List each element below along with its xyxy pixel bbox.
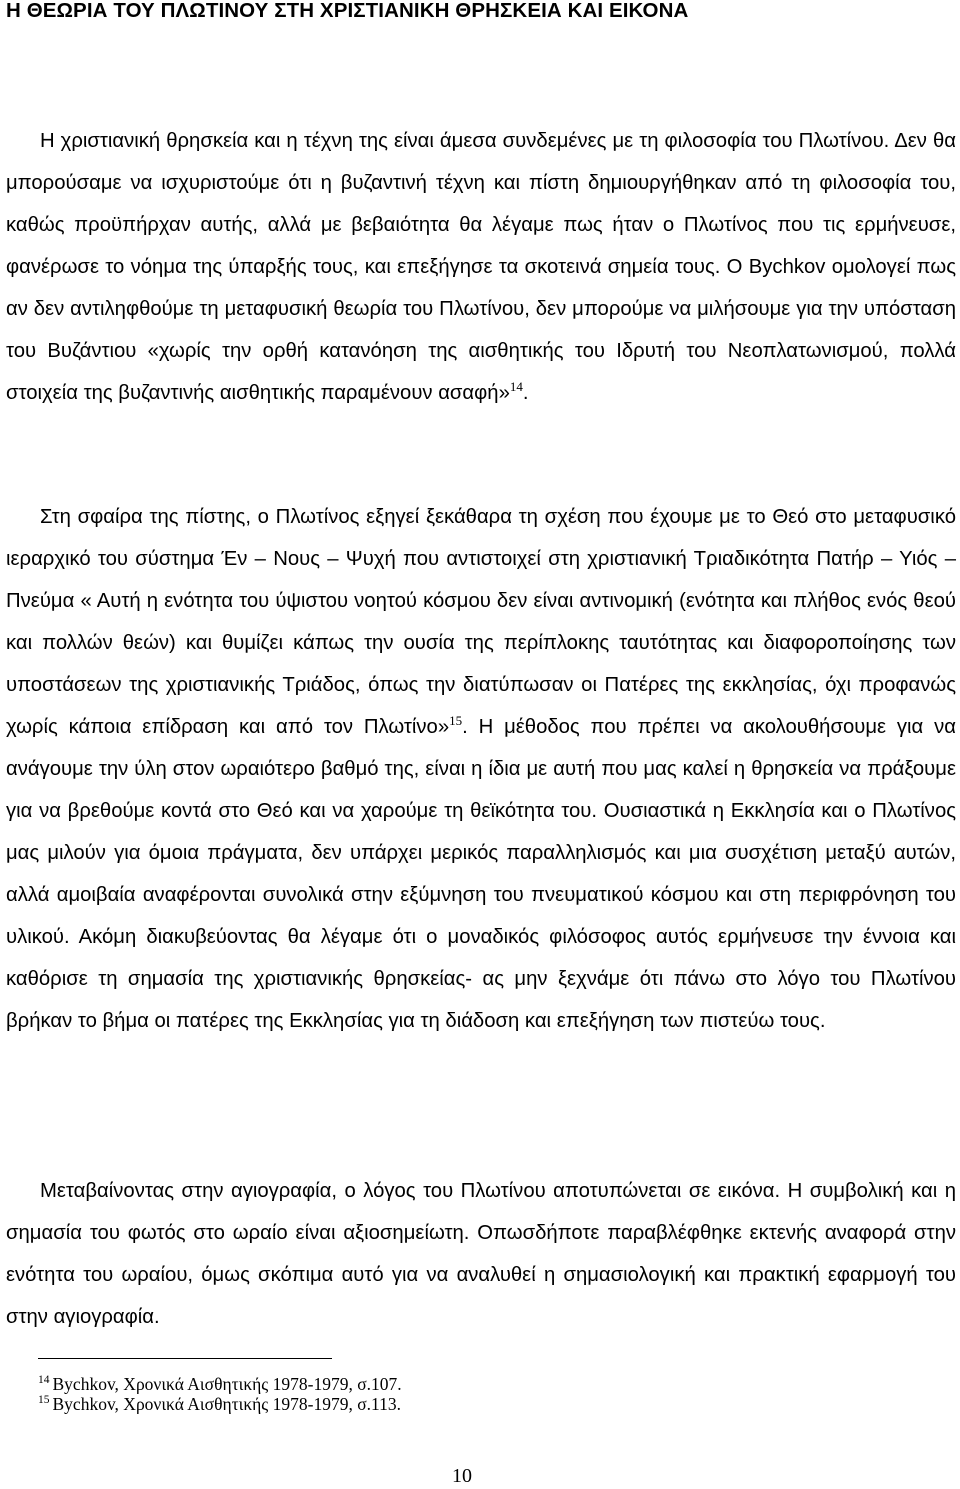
paragraph-1-tail: . [522, 382, 529, 404]
footnote-ref-15[interactable]: 15 [449, 713, 463, 728]
paragraph-1-text: Η χριστιανική θρησκεία και η τέχνη της είναι άμεσα συνδεμένες με τη φιλοσοφία του Πλωτίνου. Δεν θα μπορούσαμε να ισχυριστούμε ότι η βυζαντινή τέχνη και πίστη δημιουργήθηκαν από τη φιλοσοφία του, καθώς προϋπήρχαν αυτής, αλλά με βεβαιότητα θα λέγαμε πως ήταν ο Πλωτίνος που τις ερμήνευσε, φανέρωσε το νόημα της ύπαρξής τους, και επεξήγησε τα σκοτεινά σημεία τους. Ο Bychkov ομολογεί πως αν δεν αντιληφθούμε τη μεταφυσική θεωρία του Πλωτίνου, δεν μπορούμε να μιλήσουμε για την υπόσταση του Βυζάντιου «χωρίς την ορθή κατανόηση της αισθητικής του Ιδρυτή του Νεοπλατωνισμού, πολλά στοιχεία της βυζαντινής αισθητικής παραμένουν ασαφή» [6, 130, 956, 404]
paragraph-2-text-a: Στη σφαίρα της πίστης, ο Πλωτίνος εξηγεί ξεκάθαρα τη σχέση που έχουμε με το Θεό στο μεταφυσικό ιεραρχικό του σύστημα Έν – Νους – Ψυχή που αντιστοιχεί στη χριστιανική Τριαδικότητα Πατήρ – Υιός – Πνεύμα « Αυτή η ενότητα του ύψιστου νοητού κόσμου δεν είναι αντινομική (ενότητα και πλήθος ενός θεού και πολλών θεών) και θυμίζει κάπως την ουσία της περίπλοκης ταυτότητας και διαφοροποίησης των υποστάσεων της χριστιανικής Τριάδος, όπως την διατύπωσαν οι Πατέρες της εκκλησίας, όχι προφανώς χωρίς κάποια επίδραση και από τον Πλωτίνο» [6, 506, 956, 738]
footnote-14 [38, 1373, 402, 1395]
paragraph-2 [6, 496, 956, 1042]
footnote-15 [38, 1393, 401, 1415]
footnote-number: 15 [38, 1394, 50, 1406]
page-title: Η ΘΕΩΡΙΑ ΤΟΥ ΠΛΩΤΙΝΟΥ ΣΤΗ ΧΡΙΣΤΙΑΝΙΚΗ ΘΡΗΣΚΕΙΑ ΚΑΙ ΕΙΚΟΝΑ [6, 0, 689, 22]
footnote-text: Bychkov, Χρονικά Αισθητικής 1978-1979, σ.113. [52, 1394, 401, 1414]
footnote-ref-14[interactable]: 14 [509, 379, 523, 394]
paragraph-1 [6, 120, 956, 414]
footnote-number: 14 [38, 1374, 50, 1386]
footnote-separator [38, 1358, 332, 1359]
page-number: 10 [452, 1465, 472, 1487]
paragraph-3-text: Μεταβαίνοντας στην αγιογραφία, ο λόγος του Πλωτίνου αποτυπώνεται σε εικόνα. Η συμβολική και η σημασία του φωτός στο ωραίο είναι αξιοσημείωτη. Οπωσδήποτε παραβλέφθηκε εκτενής αναφορά στην ενότητα του ωραίου, όμως σκόπιμα αυτό για να αναλυθεί η σημασιολογική και πρακτική εφαρμογή του στην αγιογραφία. [6, 1180, 956, 1328]
paragraph-2-text-b: . Η μέθοδος που πρέπει να ακολουθήσουμε για να ανάγουμε την ύλη στον ωραιότερο βαθμό της, είναι η ίδια με αυτή που μας καλεί η θρησκεία να πράξουμε για να βρεθούμε κοντά στο Θεό και να χαρούμε τη θεϊκότητα του. Ουσιαστικά η Εκκλησία και ο Πλωτίνος μας μιλούν για όμοια πράγματα, δεν υπάρχει μερικός παραλληλισμός και μια συσχέτιση μεταξύ αυτών, αλλά αμοιβαία αναφέρονται συνολικά στην εξύμνηση του πνευματικού κόσμου και στη περιφρόνηση του υλικού. Ακόμη διακυβεύοντας θα λέγαμε ότι ο μοναδικός φιλόσοφος αυτός ερμήνευσε την έννοια και καθόρισε τη σημασία της χριστιανικής θρησκείας- ας μην ξεχνάμε ότι πάνω στο λόγο του Πλωτίνου βρήκαν το βήμα οι πατέρες της Εκκλησίας για τη διάδοση και επεξήγηση των πιστεύω τους. [6, 716, 956, 1032]
paragraph-3 [6, 1170, 956, 1338]
footnote-text: Bychkov, Χρονικά Αισθητικής 1978-1979, σ.107. [52, 1374, 402, 1394]
